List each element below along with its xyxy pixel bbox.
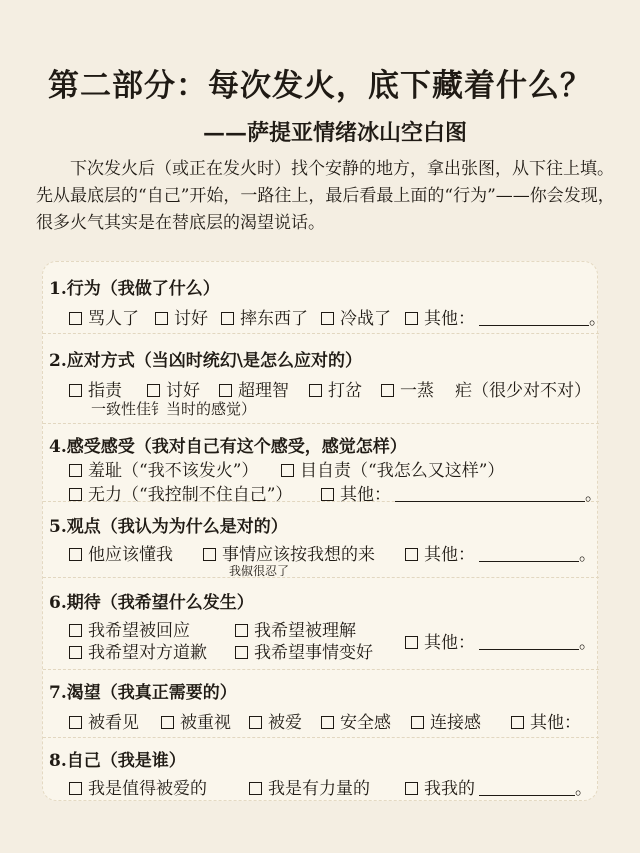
handwritten-note: 我俶很忍了 — [229, 564, 290, 578]
section-behavior — [43, 262, 606, 334]
checkbox-icon — [219, 384, 232, 397]
option-checkbox[interactable]: 我希望被回应 — [69, 616, 190, 641]
option-checkbox[interactable]: 冷战了 — [321, 304, 391, 329]
option-checkbox[interactable]: 目自责（“我怎么又这样”） — [281, 456, 504, 481]
option-checkbox[interactable]: 讨好 — [147, 376, 200, 401]
checkbox-icon — [235, 624, 248, 637]
checkbox-icon — [249, 716, 262, 729]
section-viewpoint — [43, 502, 599, 578]
option-checkbox[interactable]: 被重视 — [161, 708, 231, 733]
section-self — [43, 738, 599, 802]
fill-in-blank[interactable] — [479, 548, 579, 562]
page-title: 第二部分：每次发火，底下藏着什么？ — [48, 68, 592, 104]
checkbox-icon — [411, 716, 424, 729]
option-other[interactable]: 其他： 。 — [321, 480, 602, 505]
checkbox-icon — [69, 646, 82, 659]
section-feelings — [43, 424, 602, 505]
option-checkbox[interactable]: 我是值得被爱的 — [69, 774, 207, 799]
option-checkbox[interactable]: 被爱 — [249, 708, 302, 733]
option-checkbox[interactable]: 被看见 — [69, 708, 139, 733]
checkbox-icon — [309, 384, 322, 397]
checkbox-icon — [155, 312, 168, 325]
option-other[interactable]: 其他： — [511, 708, 581, 733]
option-other[interactable]: 其他： 。 — [405, 628, 596, 653]
checkbox-icon — [321, 488, 334, 501]
intro-paragraph: 下次发火后（或正在发火时）找个安静的地方，拿出张图，从下往上填。先从最底层的“自己”开始，一路往上，最后看最上面的“行为”——你会发现，很多火气其实是在替底层的渴望说话。 — [36, 159, 615, 233]
section-heading: 4.感受感受（我对自己有这个感受，感觉怎样） — [49, 437, 407, 457]
checkbox-icon — [405, 548, 418, 561]
option-checkbox[interactable]: 事情应该按我想的来 — [203, 540, 375, 565]
option-checkbox[interactable]: 我是有力量的 — [249, 774, 370, 799]
option-checkbox[interactable]: 无力（“我控制不住自己”） — [69, 480, 292, 505]
checkbox-icon — [69, 488, 82, 501]
section-heading: 8.自己（我是谁） — [49, 751, 186, 771]
checkbox-icon — [69, 624, 82, 637]
checkbox-icon — [69, 782, 82, 795]
option-checkbox[interactable]: 他应该懂我 — [69, 540, 173, 565]
option-checkbox[interactable]: 超理智 — [219, 376, 289, 401]
fill-in-blank[interactable] — [479, 782, 575, 796]
section-heading: 6.期待（我希望什么发生） — [49, 593, 254, 613]
fill-in-blank[interactable] — [479, 312, 589, 326]
checkbox-icon — [69, 464, 82, 477]
option-checkbox[interactable]: 讨好 — [155, 304, 208, 329]
checkbox-icon — [161, 716, 174, 729]
section-coping — [43, 334, 599, 424]
option-text: 疟（很少对不对） — [455, 381, 591, 401]
checkbox-icon — [405, 312, 418, 325]
page-subtitle: ——萨提亚情绪冰山空白图 — [202, 120, 467, 146]
section-heading: 7.渴望（我真正需要的） — [49, 683, 237, 703]
option-checkbox[interactable]: 骂人了 — [69, 304, 139, 329]
option-checkbox[interactable]: 指责 — [69, 376, 122, 401]
section-heading: 5.观点（我认为为什么是对的） — [49, 517, 288, 537]
option-checkbox[interactable]: 我希望事情变好 — [235, 638, 373, 663]
checkbox-icon — [249, 782, 262, 795]
checkbox-icon — [69, 548, 82, 561]
section-yearning — [43, 670, 599, 738]
checkbox-icon — [281, 464, 294, 477]
option-checkbox[interactable]: 我希望对方道歉 — [69, 638, 207, 663]
section-heading: 1.行为（我做了什么） — [49, 279, 220, 299]
option-other[interactable]: 其他： 。 — [405, 304, 606, 329]
checkbox-icon — [381, 384, 394, 397]
option-checkbox[interactable]: 羞耻（“我不该发火”） — [69, 456, 258, 481]
section-heading: 2.应对方式（当凶时统幻\是怎么应对的） — [49, 351, 362, 371]
option-continuation: 一致性佳钅当时的感觉） — [91, 400, 257, 418]
checkbox-icon — [235, 646, 248, 659]
checkbox-icon — [221, 312, 234, 325]
checkbox-icon — [69, 384, 82, 397]
option-checkbox[interactable]: 一蒸 — [381, 376, 434, 401]
fill-in-blank[interactable] — [479, 636, 579, 650]
option-other[interactable]: 其他： 。 — [405, 540, 596, 565]
section-expectation — [43, 578, 599, 670]
checkbox-icon — [147, 384, 160, 397]
checkbox-icon — [321, 716, 334, 729]
checkbox-icon — [511, 716, 524, 729]
checkbox-icon — [405, 782, 418, 795]
checkbox-icon — [405, 636, 418, 649]
checkbox-icon — [321, 312, 334, 325]
checkbox-icon — [69, 716, 82, 729]
option-checkbox[interactable]: 安全感 — [321, 708, 391, 733]
fill-in-blank[interactable] — [395, 488, 585, 502]
checkbox-icon — [69, 312, 82, 325]
option-checkbox[interactable]: 摔东西了 — [221, 304, 308, 329]
option-checkbox[interactable]: 打岔 — [309, 376, 362, 401]
checkbox-icon — [203, 548, 216, 561]
iceberg-worksheet — [42, 261, 606, 801]
option-checkbox[interactable]: 我希望被理解 — [235, 616, 356, 641]
option-checkbox[interactable]: 连接感 — [411, 708, 481, 733]
option-other[interactable]: 我我的 。 — [405, 774, 592, 799]
